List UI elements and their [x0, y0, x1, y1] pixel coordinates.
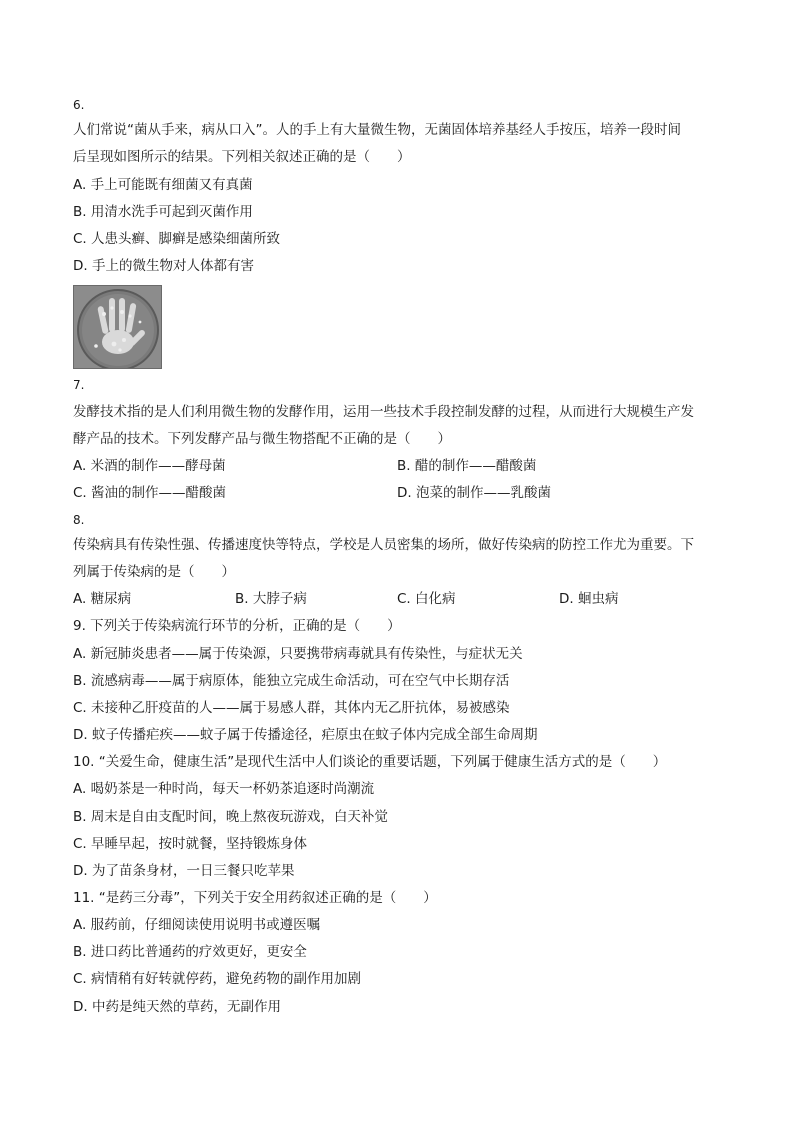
handprint-petri-dish-image [73, 285, 162, 369]
q6-option-d: D. 手上的微生物对人体都有害 [73, 258, 254, 274]
q9-option-c: C. 未接种乙肝疫苗的人——属于易感人群，其体内无乙肝抗体，易被感染 [73, 700, 510, 716]
q8-stem-line1: 传染病具有传染性强、传播速度快等特点，学校是人员密集的场所，做好传染病的防控工作尤为重要。下 [73, 537, 694, 553]
q7-option-a: A. 米酒的制作——酵母菌 [73, 458, 226, 474]
q7-option-c: C. 酱油的制作——醋酸菌 [73, 485, 227, 501]
q8-number: 8. [73, 513, 85, 527]
handprint-culture-illustration [74, 286, 162, 369]
q9-option-d: D. 蚊子传播疟疾——蚊子属于传播途径，疟原虫在蚊子体内完成全部生命周期 [73, 727, 538, 743]
q10-option-d: D. 为了苗条身材，一日三餐只吃苹果 [73, 863, 295, 879]
q8-option-b: B. 大脖子病 [235, 591, 307, 607]
q6-number: 6. [73, 98, 85, 112]
q10-option-a: A. 喝奶茶是一种时尚，每天一杯奶茶追逐时尚潮流 [73, 781, 375, 797]
q11-option-b: B. 进口药比普通药的疗效更好，更安全 [73, 944, 307, 960]
q8-option-d: D. 蛔虫病 [559, 591, 619, 607]
q10-option-b: B. 周末是自由支配时间，晚上熬夜玩游戏，白天补觉 [73, 809, 388, 825]
q11-option-a: A. 服药前，仔细阅读使用说明书或遵医嘱 [73, 917, 321, 933]
q6-stem-line2: 后呈现如图所示的结果。下列相关叙述正确的是（ ） [73, 149, 411, 165]
q6-option-c: C. 人患头癣、脚癣是感染细菌所致 [73, 231, 281, 247]
q7-stem-line2: 酵产品的技术。下列发酵产品与微生物搭配不正确的是（ ） [73, 431, 451, 447]
q7-stem-line1: 发酵技术指的是人们利用微生物的发酵作用，运用一些技术手段控制发酵的过程，从而进行大规模生产发 [73, 404, 694, 420]
q7-option-b: B. 醋的制作——醋酸菌 [397, 458, 537, 474]
q6-option-b: B. 用清水洗手可起到灭菌作用 [73, 204, 253, 220]
q10-stem: 10. “关爱生命，健康生活”是现代生活中人们谈论的重要话题，下列属于健康生活方式的是（ ） [73, 754, 667, 770]
q7-option-d: D. 泡菜的制作——乳酸菌 [397, 485, 551, 501]
q6-option-a: A. 手上可能既有细菌又有真菌 [73, 177, 253, 193]
q8-stem-line2: 列属于传染病的是（ ） [73, 564, 235, 580]
q11-option-c: C. 病情稍有好转就停药，避免药物的副作用加剧 [73, 971, 362, 987]
q8-option-a: A. 糖尿病 [73, 591, 132, 607]
q7-number: 7. [73, 378, 85, 392]
q9-option-b: B. 流感病毒——属于病原体，能独立完成生命活动，可在空气中长期存活 [73, 673, 510, 689]
q11-stem: 11. “是药三分毒”，下列关于安全用药叙述正确的是（ ） [73, 890, 437, 906]
q10-option-c: C. 早睡早起，按时就餐，坚持锻炼身体 [73, 836, 308, 852]
q11-option-d: D. 中药是纯天然的草药，无副作用 [73, 999, 281, 1015]
q9-option-a: A. 新冠肺炎患者——属于传染源，只要携带病毒就具有传染性，与症状无关 [73, 646, 523, 662]
q9-stem: 9. 下列关于传染病流行环节的分析，正确的是（ ） [73, 618, 401, 634]
q8-option-c: C. 白化病 [397, 591, 456, 607]
q6-stem-line1: 人们常说“菌从手来，病从口入”。人的手上有大量微生物，无菌固体培养基经人手按压，培养一段时间 [73, 122, 681, 138]
